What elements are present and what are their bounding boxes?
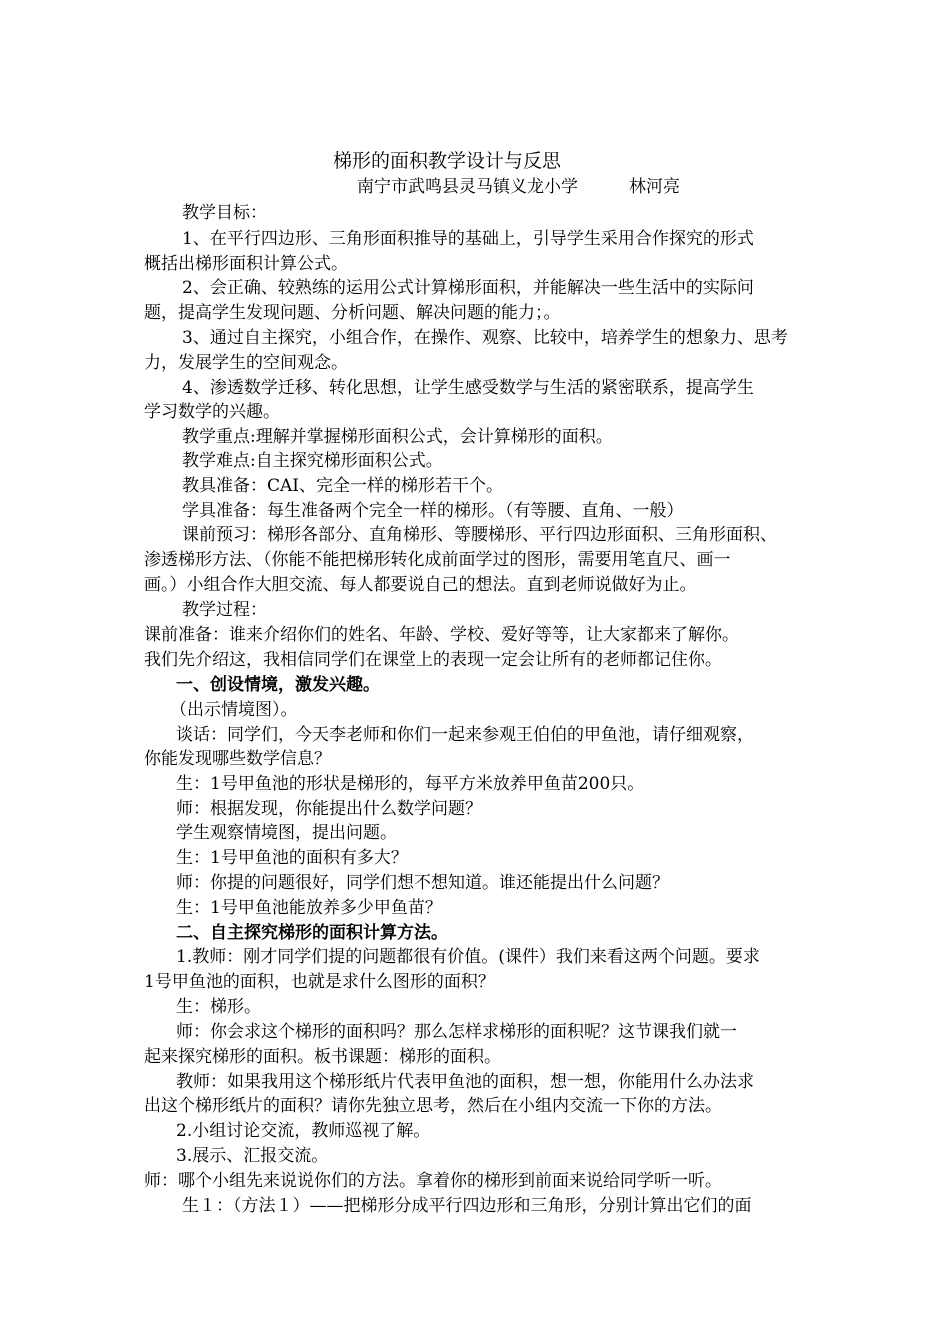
text-line: 教学目标： — [182, 203, 267, 223]
text-line: 师：根据发现，你能提出什么数学问题？ — [176, 799, 482, 819]
text-line: 概括出梯形面积计算公式。 — [144, 254, 348, 274]
text-line: 师：哪个小组先来说说你们的方法。拿着你的梯形到前面来说给同学听一听。 — [144, 1171, 722, 1191]
text-line: 生：梯形。 — [176, 997, 261, 1017]
text-line: 起来探究梯形的面积。板书课题：梯形的面积。 — [144, 1047, 501, 1067]
author-line: 南宁市武鸣县灵马镇义龙小学 林河亮 — [357, 177, 680, 197]
text-line: 我们先介绍这，我相信同学们在课堂上的表现一定会让所有的老师都记住你。 — [144, 650, 722, 670]
text-line: 谈话：同学们，今天李老师和你们一起来参观王伯伯的甲鱼池，请仔细观察， — [176, 725, 754, 745]
text-line: 2.小组讨论交流，教师巡视了解。 — [176, 1121, 431, 1141]
text-line: 力，发展学生的空间观念。 — [144, 353, 348, 373]
section-heading: 一、创设情境，激发兴趣。 — [176, 675, 380, 695]
text-line: 教学过程： — [182, 600, 267, 620]
text-line: 生１：（方法１）——把梯形分成平行四边形和三角形，分别计算出它们的面 — [182, 1196, 752, 1216]
text-line: 1号甲鱼池的面积，也就是求什么图形的面积？ — [144, 972, 495, 992]
text-line: 4、渗透数学迁移、转化思想，让学生感受数学与生活的紧密联系，提高学生 — [182, 378, 754, 398]
text-line: 1.教师：刚才同学们提的问题都很有价值。(课件）我们来看这两个问题。要求 — [176, 947, 760, 967]
text-line: 你能发现哪些数学信息？ — [144, 749, 331, 769]
text-line: 3.展示、汇报交流。 — [176, 1146, 329, 1166]
text-line: 教师：如果我用这个梯形纸片代表甲鱼池的面积，想一想，你能用什么办法求 — [176, 1072, 754, 1092]
text-line: 学生观察情境图，提出问题。 — [176, 823, 397, 843]
text-line: 1、在平行四边形、三角形面积推导的基础上，引导学生采用合作探究的形式 — [182, 229, 754, 249]
text-line: 学具准备：每生准备两个完全一样的梯形。（有等腰、直角、一般） — [182, 501, 684, 521]
text-line: 课前准备：谁来介绍你们的姓名、年龄、学校、爱好等等，让大家都来了解你。 — [144, 625, 739, 645]
text-line: 出这个梯形纸片的面积？请你先独立思考，然后在小组内交流一下你的方法。 — [144, 1096, 722, 1116]
text-line: 学习数学的兴趣。 — [144, 402, 280, 422]
text-line: 生：1号甲鱼池的面积有多大？ — [176, 848, 408, 868]
document-title: 梯形的面积教学设计与反思 — [333, 150, 562, 172]
text-line: 渗透梯形方法、（你能不能把梯形转化成前面学过的图形，需要用笔直尺、画一 — [144, 550, 731, 570]
text-line: 课前预习：梯形各部分、直角梯形、等腰梯形、平行四边形面积、三角形面积、 — [182, 525, 777, 545]
text-line: 教学重点:理解并掌握梯形面积公式，会计算梯形的面积。 — [182, 427, 613, 447]
section-heading: 二、自主探究梯形的面积计算方法。 — [176, 923, 448, 943]
text-line: 3、通过自主探究，小组合作，在操作、观察、比较中，培养学生的想象力、思考 — [182, 328, 788, 348]
text-line: 画。）小组合作大胆交流、每人都要说自己的想法。直到老师说做好为止。 — [144, 575, 697, 595]
text-line: 题，提高学生发现问题、分析问题、解决问题的能力；。 — [144, 303, 561, 323]
text-line: 2、会正确、较熟练的运用公式计算梯形面积，并能解决一些生活中的实际问 — [182, 278, 754, 298]
text-line: 生：1号甲鱼池能放养多少甲鱼苗？ — [176, 898, 442, 918]
text-line: 教具准备：CAI、完全一样的梯形若干个。 — [182, 476, 503, 496]
text-line: 师：你会求这个梯形的面积吗？那么怎样求梯形的面积呢？这节课我们就一 — [176, 1022, 737, 1042]
text-line: 教学难点:自主探究梯形面积公式。 — [182, 451, 443, 471]
text-line: 师：你提的问题很好，同学们想不想知道。谁还能提出什么问题？ — [176, 873, 669, 893]
text-line: 生：1号甲鱼池的形状是梯形的，每平方米放养甲鱼苗200只。 — [176, 774, 645, 794]
text-line: （出示情境图）。 — [170, 700, 298, 720]
